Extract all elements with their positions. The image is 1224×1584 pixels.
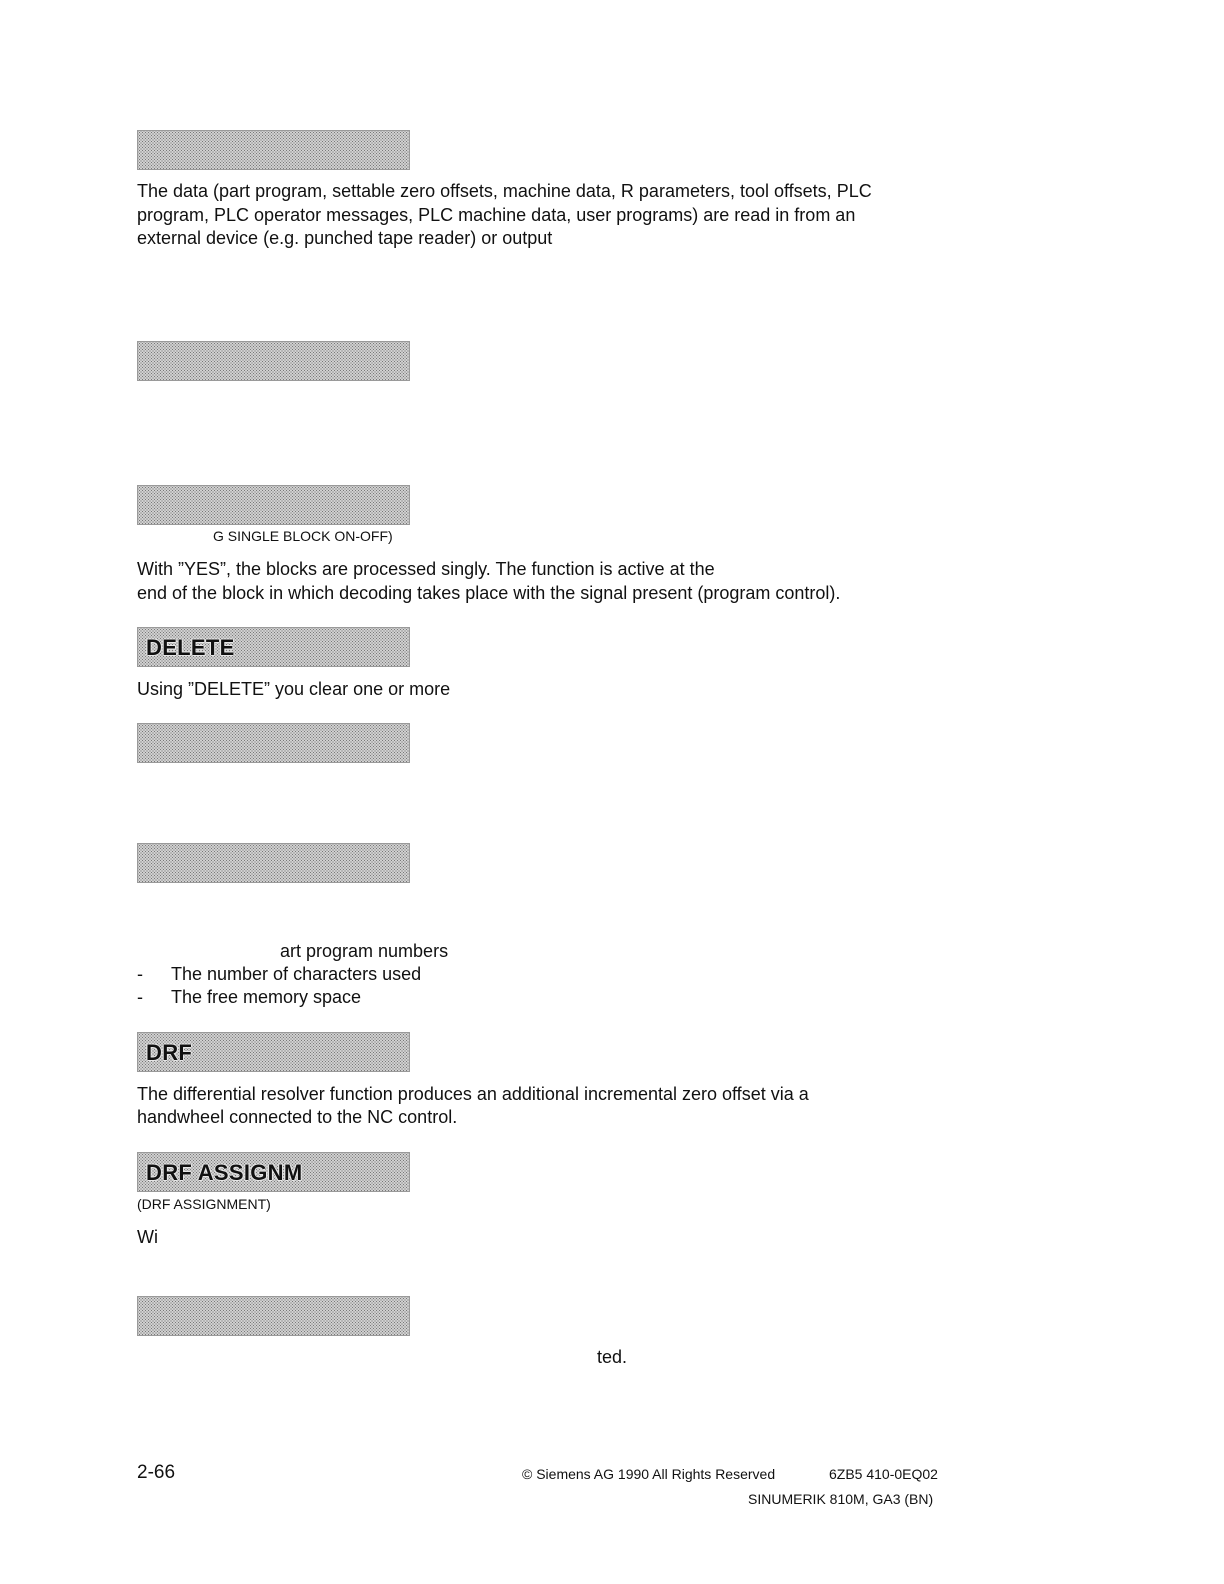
softkey-drf-assignm bbox=[137, 1152, 410, 1192]
bullet-item: The free memory space bbox=[171, 987, 362, 1007]
softkey-data-io bbox=[137, 130, 410, 170]
softkey-delete-label: DELETE bbox=[146, 635, 235, 660]
softkey-blank-1 bbox=[137, 341, 410, 381]
drf-line-1: The differential resolver function produces an additional incremental zero offset via a bbox=[137, 1084, 809, 1104]
softkey-drf-label: DRF bbox=[146, 1040, 193, 1065]
softkey-blank-2 bbox=[137, 723, 410, 763]
softkey-delete bbox=[137, 627, 410, 667]
bullet-marker: - bbox=[137, 964, 143, 984]
single-block-line-1: With ”YES”, the blocks are processed singly. The function is active at the bbox=[137, 559, 715, 579]
order-number: 6ZB5 410-0EQ02 bbox=[829, 1466, 938, 1482]
drf-assign-caption: (DRF ASSIGNMENT) bbox=[137, 1196, 271, 1212]
manual-title: SINUMERIK 810M, GA3 (BN) bbox=[748, 1491, 934, 1507]
data-io-line-2: program, PLC operator messages, PLC machine data, user programs) are read in from an bbox=[137, 204, 856, 225]
softkey-directory bbox=[137, 843, 410, 883]
softkey-blank-3 bbox=[137, 1296, 410, 1336]
data-io-line-3: external device (e.g. punched tape reader) or output bbox=[137, 228, 553, 248]
data-io-line-1: The data (part program, settable zero offsets, machine data, R parameters, tool offsets, PLC bbox=[137, 181, 872, 201]
drf-assign-paragraph: Wi bbox=[137, 1227, 158, 1247]
bullet-item: The number of characters used bbox=[171, 964, 422, 984]
softkey-single-block bbox=[137, 485, 410, 525]
last-fragment: ted. bbox=[597, 1347, 628, 1367]
delete-paragraph: Using ”DELETE” you clear one or more bbox=[137, 679, 451, 699]
bullet-marker: - bbox=[137, 987, 143, 1007]
page-number: 2-66 bbox=[137, 1462, 176, 1483]
softkey-drf bbox=[137, 1032, 410, 1072]
single-block-caption: G SINGLE BLOCK ON-OFF) bbox=[213, 528, 393, 544]
drf-line-2: handwheel connected to the NC control. bbox=[137, 1107, 458, 1127]
directory-fragment: art program numbers bbox=[280, 941, 449, 961]
single-block-line-2: end of the block in which decoding takes place with the signal present (program control). bbox=[137, 583, 841, 603]
softkey-drf-assignm-label: DRF ASSIGNM bbox=[146, 1160, 303, 1185]
copyright: © Siemens AG 1990 All Rights Reserved bbox=[522, 1466, 776, 1482]
